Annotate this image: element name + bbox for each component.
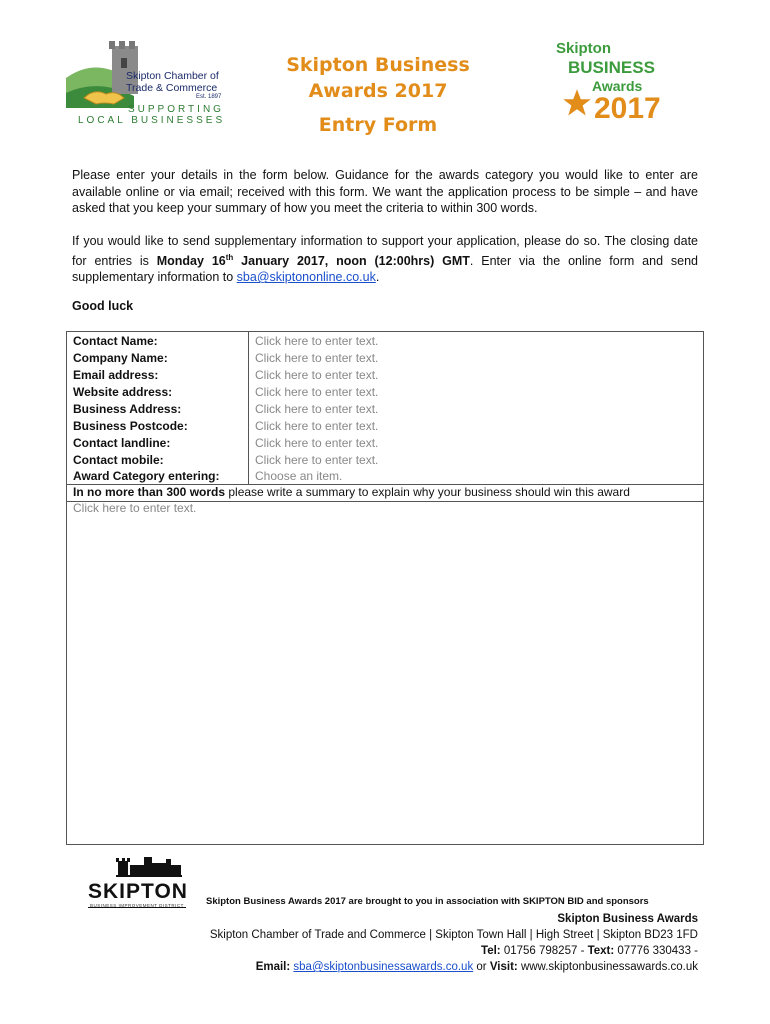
chamber-est: Est. 1897 bbox=[196, 94, 222, 100]
good-luck: Good luck bbox=[72, 299, 134, 313]
supplementary-email-link[interactable]: sba@skiptononline.co.uk bbox=[236, 270, 376, 285]
skipton-wordmark: SKIPTON bbox=[88, 880, 188, 903]
local-businesses-text: LOCAL BUSINESSES bbox=[78, 115, 226, 126]
website-field[interactable]: Click here to enter text. bbox=[255, 385, 379, 399]
business-address-label: Business Address: bbox=[73, 402, 182, 416]
email-label: Email address: bbox=[73, 368, 159, 382]
mobile-label: Contact mobile: bbox=[73, 453, 164, 467]
awards-logo bbox=[548, 38, 688, 134]
form-row-landline bbox=[67, 435, 703, 452]
contact-name-field[interactable]: Click here to enter text. bbox=[255, 334, 379, 348]
website-label: Website address: bbox=[73, 385, 173, 399]
company-name-label: Company Name: bbox=[73, 351, 168, 365]
summary-prompt: In no more than 300 words please write a summary to explain why your business should win this award bbox=[73, 485, 630, 499]
form-row-contact-name bbox=[67, 333, 703, 350]
landline-label: Contact landline: bbox=[73, 436, 171, 450]
page-title: Skipton Business Awards 2017 Entry Form bbox=[286, 54, 470, 136]
email-field[interactable]: Click here to enter text. bbox=[255, 368, 379, 382]
intro-paragraph-2: If you would like to send supplementary information to support your application, please do so. The closing date for entries is Monday 16th January 2017, noon (12:00hrs) GMT. Enter via the online form and send supplementary information to sba@skiptononline.co.uk. bbox=[72, 234, 698, 285]
supporting-text: SUPPORTING bbox=[128, 104, 224, 115]
star-icon bbox=[562, 88, 592, 118]
award-category-select[interactable]: Choose an item. bbox=[255, 469, 343, 483]
footer-contact: Tel: 01756 798257 - Text: 07776 330433 - bbox=[481, 945, 698, 957]
postcode-label: Business Postcode: bbox=[73, 419, 188, 433]
bid-subtitle: BUSINESS IMPROVEMENT DISTRICT bbox=[90, 903, 184, 908]
chamber-name: Skipton Chamber of Trade & Commerce bbox=[126, 70, 219, 94]
footer-web: Email: sba@skiptonbusinessawards.co.uk or Visit: www.skiptonbusinessawards.co.uk bbox=[255, 961, 698, 973]
awards-logo-business: BUSINESS bbox=[568, 58, 655, 77]
form-row-company-name bbox=[67, 350, 703, 367]
footer-website[interactable]: www.skiptonbusinessawards.co.uk bbox=[517, 961, 698, 973]
summary-textarea[interactable]: Click here to enter text. bbox=[73, 501, 197, 515]
postcode-field[interactable]: Click here to enter text. bbox=[255, 419, 379, 433]
business-address-field[interactable]: Click here to enter text. bbox=[255, 402, 379, 416]
form-row-mobile bbox=[67, 452, 703, 469]
awards-logo-awards: Awards bbox=[592, 78, 643, 94]
company-name-field[interactable]: Click here to enter text. bbox=[255, 351, 379, 365]
association-text: Skipton Business Awards 2017 are brought to you in association with SKIPTON BID and sponsors bbox=[206, 896, 649, 907]
footer-email-link[interactable]: sba@skiptonbusinessawards.co.uk bbox=[293, 961, 474, 973]
entry-form bbox=[66, 331, 704, 845]
intro-paragraph-1: Please enter your details in the form below. Guidance for the awards category you would like to enter are available online or via email; received with this form. We want the application process to be simple – and have asked that you keep your summary of how you meet the criteria to within 300 words. bbox=[72, 168, 698, 215]
form-row-postcode bbox=[67, 418, 703, 435]
footer-org: Skipton Business Awards bbox=[557, 913, 698, 925]
award-category-label: Award Category entering: bbox=[73, 469, 220, 483]
awards-logo-skipton: Skipton bbox=[556, 40, 611, 57]
awards-logo-year: 2017 bbox=[594, 92, 661, 125]
mobile-field[interactable]: Click here to enter text. bbox=[255, 453, 379, 467]
form-row-address bbox=[67, 401, 703, 418]
form-row-category bbox=[67, 468, 703, 485]
form-row-email bbox=[67, 367, 703, 384]
contact-name-label: Contact Name: bbox=[73, 334, 158, 348]
landline-field[interactable]: Click here to enter text. bbox=[255, 436, 379, 450]
form-row-website bbox=[67, 384, 703, 401]
footer-address: Skipton Chamber of Trade and Commerce | Skipton Town Hall | High Street | Skipton BD23 1FD bbox=[209, 929, 698, 941]
